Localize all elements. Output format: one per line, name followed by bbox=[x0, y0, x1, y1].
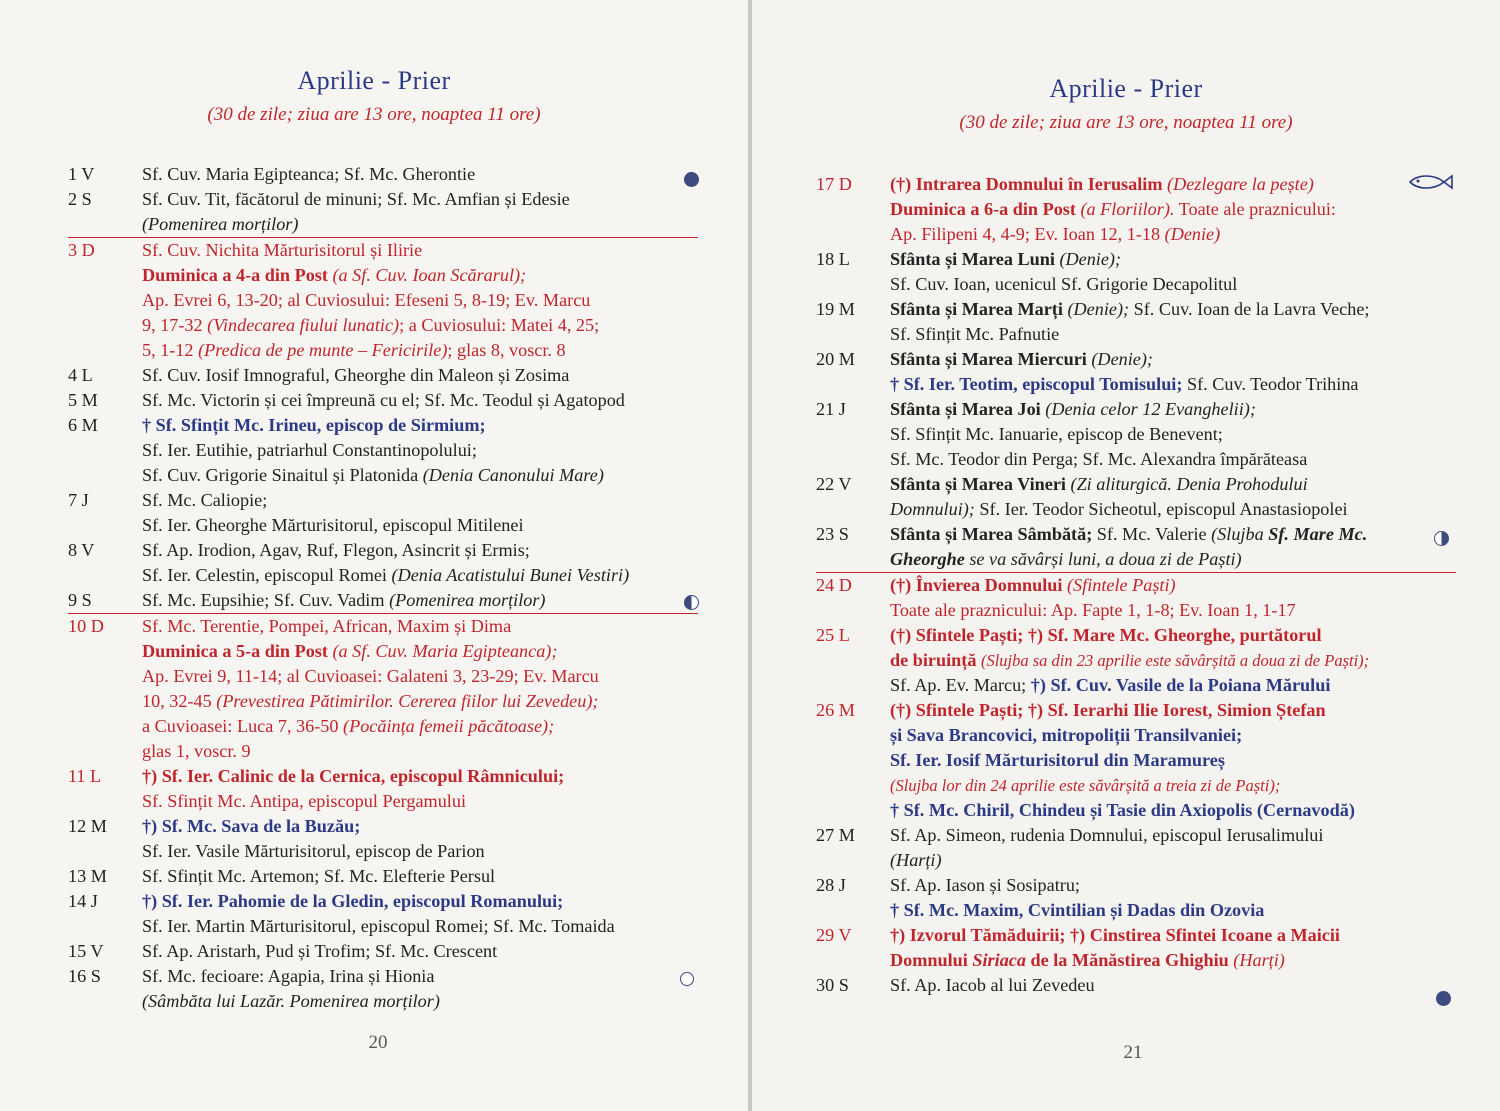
entry-row bbox=[816, 698, 1456, 823]
last-quarter-moon-icon bbox=[1434, 531, 1449, 546]
entry-line: Sf. Cuv. Grigorie Sinaitul și Platonida (Denia Canonului Mare) bbox=[142, 465, 604, 485]
entry-line: Duminica a 4-a din Post (a Sf. Cuv. Ioan Scărarul); bbox=[142, 265, 527, 285]
entry-line: Sf. Ier. Martin Mărturisitorul, episcopul Romei; Sf. Mc. Tomaida bbox=[142, 916, 615, 936]
day-label: 26 M bbox=[816, 700, 855, 720]
day-label: 13 M bbox=[68, 866, 107, 886]
day-label: 15 V bbox=[68, 941, 104, 961]
entry-line: Sf. Ier. Gheorghe Mărturisitorul, episcopul Mitilenei bbox=[142, 515, 524, 535]
entry-line: Sf. Sfințit Mc. Artemon; Sf. Mc. Elefterie Persul bbox=[142, 866, 496, 886]
day-label: 22 V bbox=[816, 474, 852, 494]
entry-line: Sf. Mc. Terentie, Pompei, African, Maxim și Dima bbox=[142, 616, 512, 636]
right-page bbox=[752, 0, 1500, 1111]
entry-line: și Sava Brancovici, mitropoliții Transilvaniei; bbox=[890, 725, 1243, 745]
entry-line: Sf. Mc. Victorin și cei împreună cu el; Sf. Mc. Teodul și Agatopod bbox=[142, 390, 625, 410]
left-page-subtitle: (30 de zile; ziua are 13 ore, noaptea 11 ore) bbox=[207, 104, 541, 125]
entry-line: Sf. Ap. Iacob al lui Zevedeu bbox=[890, 975, 1095, 995]
entry-line: Sfânta și Marea Vineri (Zi aliturgică. Denia Prohodului bbox=[890, 474, 1308, 494]
day-label: 23 S bbox=[816, 524, 849, 544]
day-label: 4 L bbox=[68, 365, 93, 385]
day-label: 9 S bbox=[68, 590, 92, 610]
day-label: 25 L bbox=[816, 625, 850, 645]
entry-line: Sf. Ap. Simeon, rudenia Domnului, episcopul Ierusalimului bbox=[890, 825, 1324, 845]
entry-line: † Sf. Ier. Teotim, episcopul Tomisului; Sf. Cuv. Teodor Trihina bbox=[890, 374, 1359, 394]
day-label: 8 V bbox=[68, 540, 95, 560]
entry-line: (†) Învierea Domnului (Sfintele Paști) bbox=[890, 575, 1176, 595]
entry-row bbox=[816, 247, 1456, 297]
entry-line: Sf. Ier. Vasile Mărturisitorul, episcop de Parion bbox=[142, 841, 485, 861]
entry-line: Sf. Sfințit Mc. Antipa, episcopul Pergamului bbox=[142, 791, 466, 811]
left-calendar bbox=[68, 162, 698, 1014]
day-label: 11 L bbox=[68, 766, 102, 786]
entry-line: Duminica a 5-a din Post (a Sf. Cuv. Maria Egipteanca); bbox=[142, 641, 558, 661]
entry-line: Sf. Ier. Iosif Mărturisitorul din Maramureș bbox=[890, 750, 1225, 770]
entry-line: † Sf. Mc. Maxim, Cvintilian și Dadas din Ozovia bbox=[890, 900, 1265, 920]
entry-row bbox=[68, 162, 698, 187]
entry-line: a Cuvioasei: Luca 7, 36-50 (Pocăința femeii păcătoase); bbox=[142, 716, 555, 736]
entry-line: Sfânta și Marea Marți (Denie); Sf. Cuv. Ioan de la Lavra Veche; bbox=[890, 299, 1370, 319]
day-label: 14 J bbox=[68, 891, 98, 911]
entry-line: Sfânta și Marea Sâmbătă; Sf. Mc. Valerie (Slujba Sf. Mare Mc. bbox=[890, 524, 1368, 544]
day-label: 3 D bbox=[68, 240, 95, 260]
day-label: 20 M bbox=[816, 349, 855, 369]
page-number: 21 bbox=[1123, 1042, 1143, 1063]
entry-line: Sf. Mc. Teodor din Perga; Sf. Mc. Alexandra împărăteasa bbox=[890, 449, 1308, 469]
entry-row bbox=[68, 764, 698, 814]
entry-line: 9, 17-32 (Vindecarea fiului lunatic); a Cuviosului: Matei 4, 25; bbox=[142, 315, 600, 335]
entry-row bbox=[68, 864, 698, 889]
entry-row bbox=[816, 397, 1456, 472]
entry-row bbox=[68, 187, 698, 237]
entry-line: Sf. Cuv. Nichita Mărturisitorul și Ilirie bbox=[142, 240, 423, 260]
day-label: 30 S bbox=[816, 975, 849, 995]
entry-line: (†) Sfintele Paști; †) Sf. Mare Mc. Gheorghe, purtătorul bbox=[890, 625, 1322, 645]
sunday-entry-row bbox=[68, 237, 698, 363]
day-label: 10 D bbox=[68, 616, 104, 636]
fish-icon bbox=[1404, 173, 1454, 191]
entry-line: glas 1, voscr. 9 bbox=[142, 741, 251, 761]
entry-line: † Sf. Mc. Chiril, Chindeu și Tasie din Axiopolis (Cernavodă) bbox=[890, 800, 1355, 820]
entry-line: †) Izvorul Tămăduirii; †) Cinstirea Sfintei Icoane a Maicii bbox=[890, 925, 1340, 945]
entry-line: (†) Intrarea Domnului în Ierusalim (Dezlegare la pește) bbox=[890, 174, 1314, 194]
entry-line: Sfânta și Marea Joi (Denia celor 12 Evanghelii); bbox=[890, 399, 1256, 419]
day-label: 12 M bbox=[68, 816, 107, 836]
entry-line: Ap. Evrei 6, 13-20; al Cuviosului: Efeseni 5, 8-19; Ev. Marcu bbox=[142, 290, 591, 310]
entry-row bbox=[816, 873, 1456, 923]
entry-line: Sf. Ap. Irodion, Agav, Ruf, Flegon, Asincrit și Ermis; bbox=[142, 540, 530, 560]
entry-row bbox=[68, 488, 698, 538]
entry-line: de biruință (Slujba sa din 23 aprilie este săvârșită a doua zi de Paști); bbox=[890, 650, 1370, 670]
entry-line: †) Sf. Ier. Calinic de la Cernica, episcopul Râmnicului; bbox=[142, 766, 565, 786]
entry-line: 10, 32-45 (Prevestirea Pătimirilor. Cererea fiilor lui Zevedeu); bbox=[142, 691, 599, 711]
easter-entry-row bbox=[816, 572, 1456, 623]
entry-row bbox=[816, 297, 1456, 347]
entry-line: Sfânta și Marea Miercuri (Denie); bbox=[890, 349, 1153, 369]
day-label: 7 J bbox=[68, 490, 89, 510]
entry-line: Sf. Ap. Ev. Marcu; †) Sf. Cuv. Vasile de la Poiana Mărului bbox=[890, 675, 1331, 695]
day-label: 17 D bbox=[816, 174, 852, 194]
entry-row bbox=[68, 939, 698, 964]
day-label: 16 S bbox=[68, 966, 101, 986]
entry-line: Sf. Cuv. Maria Egipteanca; Sf. Mc. Gherontie bbox=[142, 164, 476, 184]
page-number: 20 bbox=[368, 1032, 388, 1053]
entry-row bbox=[816, 347, 1456, 397]
entry-line: Toate ale praznicului: Ap. Fapte 1, 1-8; Ev. Ioan 1, 1-17 bbox=[890, 600, 1296, 620]
entry-row bbox=[816, 623, 1456, 698]
new-moon-icon bbox=[684, 172, 699, 187]
day-label: 18 L bbox=[816, 249, 850, 269]
entry-row bbox=[68, 889, 698, 939]
entry-line: Sfânta și Marea Luni (Denie); bbox=[890, 249, 1122, 269]
entry-line: (Slujba lor din 24 aprilie este săvârșită a treia zi de Paști); bbox=[890, 776, 1281, 795]
day-label: 24 D bbox=[816, 575, 852, 595]
day-label: 1 V bbox=[68, 164, 95, 184]
new-moon-icon bbox=[1436, 991, 1451, 1006]
entry-line: Sf. Ier. Celestin, episcopul Romei (Denia Acatistului Bunei Vestiri) bbox=[142, 565, 630, 585]
entry-line: (Sâmbăta lui Lazăr. Pomenirea morților) bbox=[142, 991, 440, 1011]
day-label: 6 M bbox=[68, 415, 98, 435]
entry-row bbox=[816, 823, 1456, 873]
entry-row bbox=[816, 522, 1456, 572]
entry-row bbox=[68, 388, 698, 413]
entry-line: (Pomenirea morților) bbox=[142, 214, 299, 234]
day-label: 2 S bbox=[68, 189, 92, 209]
entry-row bbox=[816, 973, 1456, 998]
entry-line: (Harți) bbox=[890, 850, 942, 870]
entry-row bbox=[68, 538, 698, 588]
day-label: 28 J bbox=[816, 875, 846, 895]
right-page-title: Aprilie - Prier bbox=[1049, 74, 1203, 103]
day-label: 5 M bbox=[68, 390, 98, 410]
entry-line: † Sf. Sfințit Mc. Irineu, episcop de Sirmium; bbox=[142, 415, 486, 435]
entry-line: Sf. Cuv. Ioan, ucenicul Sf. Grigorie Decapolitul bbox=[890, 274, 1238, 294]
right-calendar bbox=[816, 172, 1456, 998]
entry-row bbox=[816, 923, 1456, 973]
first-quarter-moon-icon bbox=[684, 595, 699, 610]
day-label: 21 J bbox=[816, 399, 846, 419]
entry-row bbox=[68, 413, 698, 488]
entry-line: Sf. Ap. Iason și Sosipatru; bbox=[890, 875, 1080, 895]
entry-line: Domnului Siriaca de la Mănăstirea Ghighiu (Harți) bbox=[890, 950, 1285, 970]
entry-line: Sf. Ier. Eutihie, patriarhul Constantinopolului; bbox=[142, 440, 477, 460]
sunday-entry-row bbox=[68, 613, 698, 764]
entry-line: Sf. Mc. Caliopie; bbox=[142, 490, 268, 510]
entry-line: Sf. Sfințit Mc. Ianuarie, episcop de Benevent; bbox=[890, 424, 1223, 444]
entry-row bbox=[68, 588, 698, 613]
entry-line: †) Sf. Mc. Sava de la Buzău; bbox=[142, 816, 361, 836]
entry-line: Ap. Evrei 9, 11-14; al Cuvioasei: Galateni 3, 23-29; Ev. Marcu bbox=[142, 666, 599, 686]
entry-line: Sf. Cuv. Tit, făcătorul de minuni; Sf. Mc. Amfian și Edesie bbox=[142, 189, 570, 209]
right-page-subtitle: (30 de zile; ziua are 13 ore, noaptea 11 ore) bbox=[959, 112, 1293, 133]
entry-line: Ap. Filipeni 4, 4-9; Ev. Ioan 12, 1-18 (Denie) bbox=[890, 224, 1221, 244]
entry-row bbox=[68, 363, 698, 388]
entry-line: Domnului); Sf. Ier. Teodor Sicheotul, episcopul Anastasiopolei bbox=[890, 499, 1348, 519]
entry-line: Sf. Sfințit Mc. Pafnutie bbox=[890, 324, 1060, 344]
entry-row bbox=[68, 964, 698, 1014]
entry-line: Sf. Ap. Aristarh, Pud și Trofim; Sf. Mc. Crescent bbox=[142, 941, 498, 961]
left-page bbox=[0, 0, 748, 1111]
entry-line: 5, 1-12 (Predica de pe munte – Fericirile); glas 8, voscr. 8 bbox=[142, 340, 566, 360]
entry-line: Gheorghe se va săvârși luni, a doua zi de Paști) bbox=[890, 549, 1242, 569]
entry-row bbox=[816, 172, 1456, 247]
entry-line: Duminica a 6-a din Post (a Floriilor). Toate ale praznicului: bbox=[890, 199, 1336, 219]
entry-row bbox=[68, 814, 698, 864]
entry-line: (†) Sfintele Paști; †) Sf. Ierarhi Ilie Iorest, Simion Ștefan bbox=[890, 700, 1326, 720]
day-label: 27 M bbox=[816, 825, 855, 845]
entry-line: †) Sf. Ier. Pahomie de la Gledin, episcopul Romanului; bbox=[142, 891, 564, 911]
day-label: 19 M bbox=[816, 299, 855, 319]
entry-line: Sf. Mc. Eupsihie; Sf. Cuv. Vadim (Pomenirea morților) bbox=[142, 590, 546, 610]
entry-line: Sf. Mc. fecioare: Agapia, Irina și Hionia bbox=[142, 966, 435, 986]
entry-row bbox=[816, 472, 1456, 522]
entry-line: Sf. Cuv. Iosif Imnograful, Gheorghe din Maleon și Zosima bbox=[142, 365, 570, 385]
left-page-title: Aprilie - Prier bbox=[297, 66, 451, 95]
day-label: 29 V bbox=[816, 925, 852, 945]
full-moon-icon bbox=[680, 972, 694, 986]
